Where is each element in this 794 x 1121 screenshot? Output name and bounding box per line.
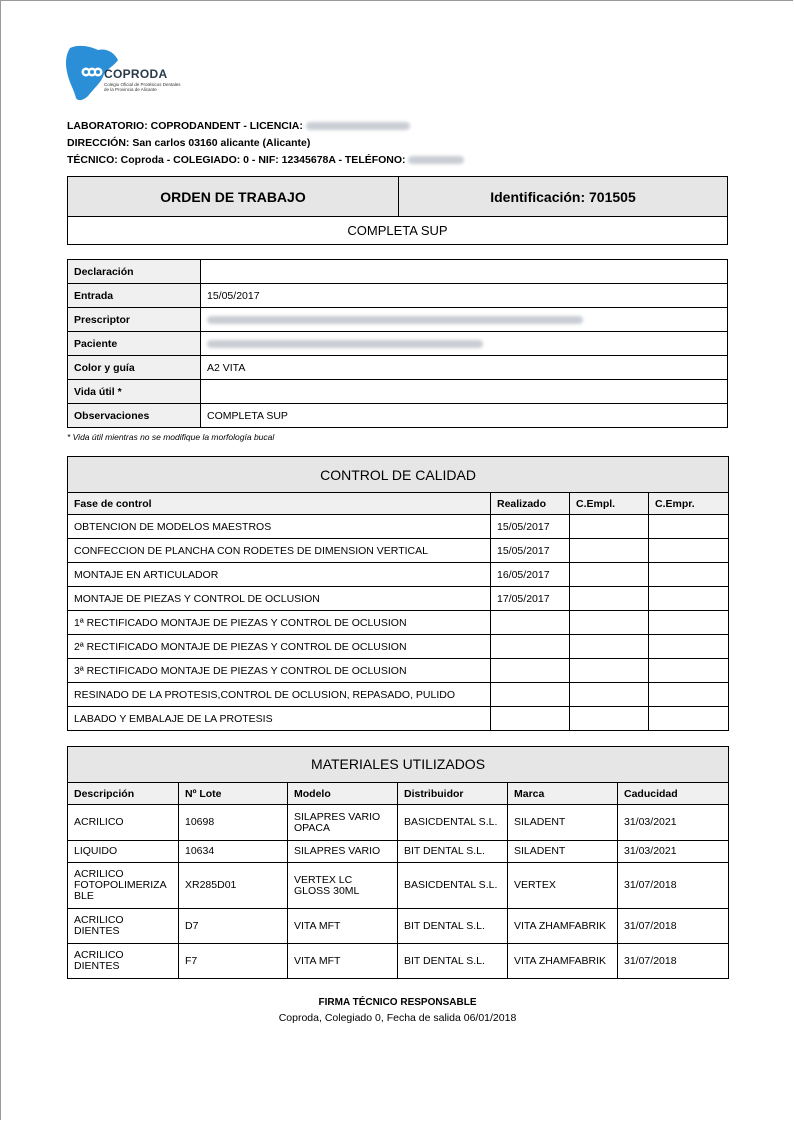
materiales-title: MATERIALES UTILIZADOS — [68, 747, 729, 783]
control-header: C.Empr. — [649, 493, 729, 515]
materiales-cell-descripcion: ACRILICO DIENTES — [68, 909, 179, 944]
materiales-header: Caducidad — [618, 783, 729, 805]
control-cell-cempl — [570, 539, 649, 563]
control-cell-cempr — [649, 659, 729, 683]
details-label: Vida útil * — [68, 380, 201, 404]
control-cell-cempl — [570, 587, 649, 611]
control-cell-realizado — [491, 707, 570, 731]
control-calidad-title: CONTROL DE CALIDAD — [68, 457, 729, 493]
materiales-cell-lote: D7 — [179, 909, 288, 944]
details-value: COMPLETA SUP — [201, 404, 728, 428]
control-cell-cempl — [570, 707, 649, 731]
materiales-cell-descripcion: LIQUIDO — [68, 841, 179, 863]
tecnico-line — [67, 152, 464, 169]
redacted-licencia — [306, 122, 410, 130]
orden-header-row — [68, 177, 727, 217]
materiales-row — [68, 863, 729, 909]
materiales-cell-distribuidor: BASICDENTAL S.L. — [398, 805, 508, 841]
materiales-row — [68, 841, 729, 863]
logo-subtitle: Colegio Oficial de Protésicos Dentales de la Provincia de Alicante — [104, 82, 181, 92]
details-value — [201, 332, 728, 356]
control-cell-cempl — [570, 635, 649, 659]
materiales-header: Nº Lote — [179, 783, 288, 805]
direccion-line: DIRECCIÓN: San carlos 03160 alicante (Alicante) — [67, 137, 311, 149]
control-cell-cempl — [570, 683, 649, 707]
control-header: C.Empl. — [570, 493, 649, 515]
materiales-row — [68, 944, 729, 979]
materiales-cell-lote: F7 — [179, 944, 288, 979]
control-cell-realizado — [491, 635, 570, 659]
control-cell-realizado: 16/05/2017 — [491, 563, 570, 587]
materiales-cell-lote: 10634 — [179, 841, 288, 863]
materiales-header: Modelo — [288, 783, 398, 805]
control-row — [68, 683, 729, 707]
control-header: Realizado — [491, 493, 570, 515]
materiales-cell-marca: VERTEX — [508, 863, 618, 909]
materiales-cell-modelo: VERTEX LC GLOSS 30ML — [288, 863, 398, 909]
details-row — [68, 380, 728, 404]
control-cell-cempr — [649, 707, 729, 731]
control-cell-fase: CONFECCION DE PLANCHA CON RODETES DE DIMENSION VERTICAL — [68, 539, 491, 563]
vida-util-note: * Vida útil mientras no se modifique la morfología bucal — [67, 432, 275, 442]
details-value: A2 VITA — [201, 356, 728, 380]
materiales-cell-descripcion: ACRILICO DIENTES — [68, 944, 179, 979]
materiales-cell-lote: XR285D01 — [179, 863, 288, 909]
control-cell-fase: 2ª RECTIFICADO MONTAJE DE PIEZAS Y CONTROL DE OCLUSION — [68, 635, 491, 659]
details-row — [68, 308, 728, 332]
redacted-value — [207, 340, 483, 348]
laboratorio-label: LABORATORIO: COPRODANDENT - LICENCIA: — [67, 120, 303, 132]
control-cell-fase: MONTAJE DE PIEZAS Y CONTROL DE OCLUSION — [68, 587, 491, 611]
control-cell-cempr — [649, 515, 729, 539]
materiales-cell-descripcion: ACRILICO — [68, 805, 179, 841]
details-label: Entrada — [68, 284, 201, 308]
control-calidad-table — [67, 456, 729, 731]
control-cell-fase: RESINADO DE LA PROTESIS,CONTROL DE OCLUSION, REPASADO, PULIDO — [68, 683, 491, 707]
materiales-cell-marca: SILADENT — [508, 805, 618, 841]
details-value: 15/05/2017 — [201, 284, 728, 308]
control-row — [68, 707, 729, 731]
control-cell-realizado — [491, 659, 570, 683]
orden-tipo: COMPLETA SUP — [347, 223, 448, 238]
details-table — [67, 259, 728, 428]
control-cell-cempr — [649, 611, 729, 635]
materiales-cell-modelo: VITA MFT — [288, 944, 398, 979]
details-label: Observaciones — [68, 404, 201, 428]
details-label: Paciente — [68, 332, 201, 356]
control-cell-cempr — [649, 683, 729, 707]
materiales-cell-distribuidor: BASICDENTAL S.L. — [398, 863, 508, 909]
control-row — [68, 611, 729, 635]
control-cell-cempr — [649, 587, 729, 611]
tecnico-label: TÉCNICO: Coproda - COLEGIADO: 0 - NIF: 12345678A - TELÉFONO: — [67, 154, 406, 166]
materiales-cell-modelo: SILAPRES VARIO OPACA — [288, 805, 398, 841]
materiales-cell-distribuidor: BIT DENTAL S.L. — [398, 944, 508, 979]
details-value — [201, 308, 728, 332]
orden-title: ORDEN DE TRABAJO — [68, 177, 399, 216]
control-cell-cempr — [649, 539, 729, 563]
materiales-cell-marca: VITA ZHAMFABRIK — [508, 944, 618, 979]
control-cell-realizado: 15/05/2017 — [491, 539, 570, 563]
materiales-header: Marca — [508, 783, 618, 805]
control-cell-fase: OBTENCION DE MODELOS MAESTROS — [68, 515, 491, 539]
details-row — [68, 332, 728, 356]
redacted-value — [207, 316, 583, 324]
details-row — [68, 284, 728, 308]
control-cell-cempr — [649, 563, 729, 587]
control-cell-fase: LABADO Y EMBALAJE DE LA PROTESIS — [68, 707, 491, 731]
materiales-table — [67, 746, 729, 979]
control-row — [68, 539, 729, 563]
control-row — [68, 659, 729, 683]
control-cell-cempl — [570, 515, 649, 539]
materiales-cell-caducidad: 31/07/2018 — [618, 863, 729, 909]
materiales-cell-marca: SILADENT — [508, 841, 618, 863]
control-header: Fase de control — [68, 493, 491, 515]
materiales-cell-distribuidor: BIT DENTAL S.L. — [398, 841, 508, 863]
control-row — [68, 563, 729, 587]
control-cell-fase: 3ª RECTIFICADO MONTAJE DE PIEZAS Y CONTROL DE OCLUSION — [68, 659, 491, 683]
materiales-cell-caducidad: 31/07/2018 — [618, 944, 729, 979]
materiales-cell-marca: VITA ZHAMFABRIK — [508, 909, 618, 944]
control-cell-cempl — [570, 563, 649, 587]
control-cell-fase: MONTAJE EN ARTICULADOR — [68, 563, 491, 587]
control-row — [68, 515, 729, 539]
materiales-cell-lote: 10698 — [179, 805, 288, 841]
orden-de-trabajo-box — [67, 176, 728, 245]
materiales-cell-modelo: VITA MFT — [288, 909, 398, 944]
logo-name: COPRODA — [104, 67, 168, 81]
materiales-cell-distribuidor: BIT DENTAL S.L. — [398, 909, 508, 944]
details-label: Declaración — [68, 260, 201, 284]
firma-section — [67, 997, 728, 1024]
materiales-cell-caducidad: 31/07/2018 — [618, 909, 729, 944]
header-info — [67, 118, 464, 169]
materiales-header: Distribuidor — [398, 783, 508, 805]
firma-line: Coproda, Colegiado 0, Fecha de salida 06/01/2018 — [278, 1012, 517, 1024]
details-value — [201, 260, 728, 284]
control-cell-realizado — [491, 611, 570, 635]
control-cell-fase: 1ª RECTIFICADO MONTAJE DE PIEZAS Y CONTROL DE OCLUSION — [68, 611, 491, 635]
control-cell-realizado: 17/05/2017 — [491, 587, 570, 611]
details-label: Prescriptor — [68, 308, 201, 332]
details-row — [68, 260, 728, 284]
details-value — [201, 380, 728, 404]
details-label: Color y guía — [68, 356, 201, 380]
materiales-cell-caducidad: 31/03/2021 — [618, 841, 729, 863]
materiales-row — [68, 909, 729, 944]
control-cell-cempl — [570, 611, 649, 635]
details-row — [68, 404, 728, 428]
materiales-cell-caducidad: 31/03/2021 — [618, 805, 729, 841]
control-cell-cempr — [649, 635, 729, 659]
control-cell-realizado — [491, 683, 570, 707]
materiales-cell-modelo: SILAPRES VARIO — [288, 841, 398, 863]
control-row — [68, 635, 729, 659]
materiales-header: Descripción — [68, 783, 179, 805]
laboratorio-line — [67, 118, 464, 135]
details-row — [68, 356, 728, 380]
control-cell-realizado: 15/05/2017 — [491, 515, 570, 539]
materiales-cell-descripcion: ACRILICO FOTOPOLIMERIZA BLE — [68, 863, 179, 909]
materiales-row — [68, 805, 729, 841]
identificacion: Identificación: 701505 — [490, 188, 636, 205]
redacted-telefono — [408, 156, 464, 164]
control-row — [68, 587, 729, 611]
firma-title: FIRMA TÉCNICO RESPONSABLE — [318, 997, 477, 1008]
control-cell-cempl — [570, 659, 649, 683]
